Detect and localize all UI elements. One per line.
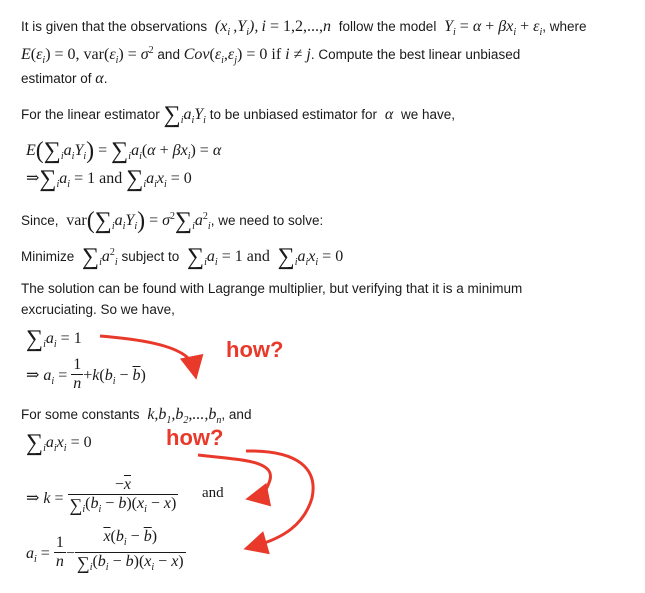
sum-constraint-2: $\sum_ia_ix_i = 0$ [26, 430, 92, 456]
linear-estimator-formula: $\sum_ia_iY_i$ [163, 102, 206, 128]
unbiased-line: For the linear estimator $\sum_ia_iY_i$ to be unbiased estimator for α we have, [21, 102, 456, 128]
constraint-equation: $\Rightarrow\sum_ia_i = 1$ and $\sum_ia_ix_i = 0$ [26, 166, 192, 192]
expectation-equation: $E(\sum_ia_iY_i) = \sum_ia_i(\alpha + \beta x_i) = \alpha$ [26, 138, 222, 164]
constants-line: For some constants $k,b_1,b_2,...,b_n$, and [21, 406, 252, 426]
alpha-symbol: α [95, 70, 104, 87]
subject-formula-2: $\sum_ia_ix_i = 0$ [277, 244, 344, 270]
arrow-2 [198, 455, 270, 497]
intro-line-3: estimator of α. [21, 70, 108, 87]
expectation-formula: $E(\varepsilon_i) = 0$, $var(\varepsilon_i) = \sigma^2$ [21, 45, 154, 66]
intro-line-1: It is given that the observations ($x_i$ $,Y_i$), i = 1,2,...,n follow the model $Y_i = \alpha + \beta x_i + \varepsilon_i$, where [21, 18, 587, 38]
intro-line-2: $E(\varepsilon_i) = 0$, $var(\varepsilon_i) = \sigma^2$ and $Cov(\varepsilon_i,\varepsilon_j) = 0$ if i ≠ j. Compute the best linear unbiased [21, 45, 521, 66]
observations-formula: ($x_i$ $,Y_i$), i = 1,2,...,n [210, 18, 335, 38]
k-solution: ⇒ k = $\frac{-\overline{x}}{\sum_i(b_i - \overline{b})(x_i - \overline{x})}$ [26, 478, 178, 521]
model-formula: $Y_i = \alpha + \beta x_i + \varepsilon_i$ [440, 18, 543, 38]
and-word: and [202, 485, 224, 501]
ai-solution-final: $a_i$ = $\frac{1}{n}$ − $\frac{\overline{x}(b_i - \overline{b})}{\sum_i(b_i - \overline{b})(x_i - \overline{x})}$ [26, 530, 186, 579]
annotation-how-1: how? [226, 337, 284, 362]
covariance-formula: $Cov(\varepsilon_i,\varepsilon_j) = 0$ if i ≠ j [183, 46, 311, 66]
constants-formula: $k,b_1,b_2,...,b_n$ [143, 406, 222, 426]
minimize-line: Minimize $\sum_ia^2_i$ subject to $\sum_ia_i = 1$ and $\sum_ia_ix_i = 0$ [21, 244, 344, 270]
solution-line-1: The solution can be found with Lagrange multiplier, but verifying that it is a minimum [21, 281, 523, 296]
alpha-symbol-2: α [380, 106, 398, 123]
ai-solution-1: ⇒ $a_i$ = $\frac{1}{n}$ $+k(b_i - \overline{b})$ [26, 356, 146, 392]
solution-line-2: excruciating. So we have, [21, 302, 175, 317]
arrow-3 [246, 451, 313, 546]
variance-line: Since, $var(\sum_ia_iY_i) = \sigma^2\sum_ia^2_i$, we need to solve: [21, 208, 324, 234]
sum-constraint-1: $\sum_ia_i = 1$ [26, 326, 82, 352]
subject-formula: $\sum_ia_i = 1$ [187, 244, 247, 270]
objective-formula: $\sum_ia^2_i$ [82, 244, 118, 270]
annotation-how-2: how? [166, 425, 224, 450]
arrow-1 [100, 336, 194, 368]
variance-formula: $var(\sum_ia_iY_i) = \sigma^2\sum_ia^2_i$ [66, 208, 211, 234]
